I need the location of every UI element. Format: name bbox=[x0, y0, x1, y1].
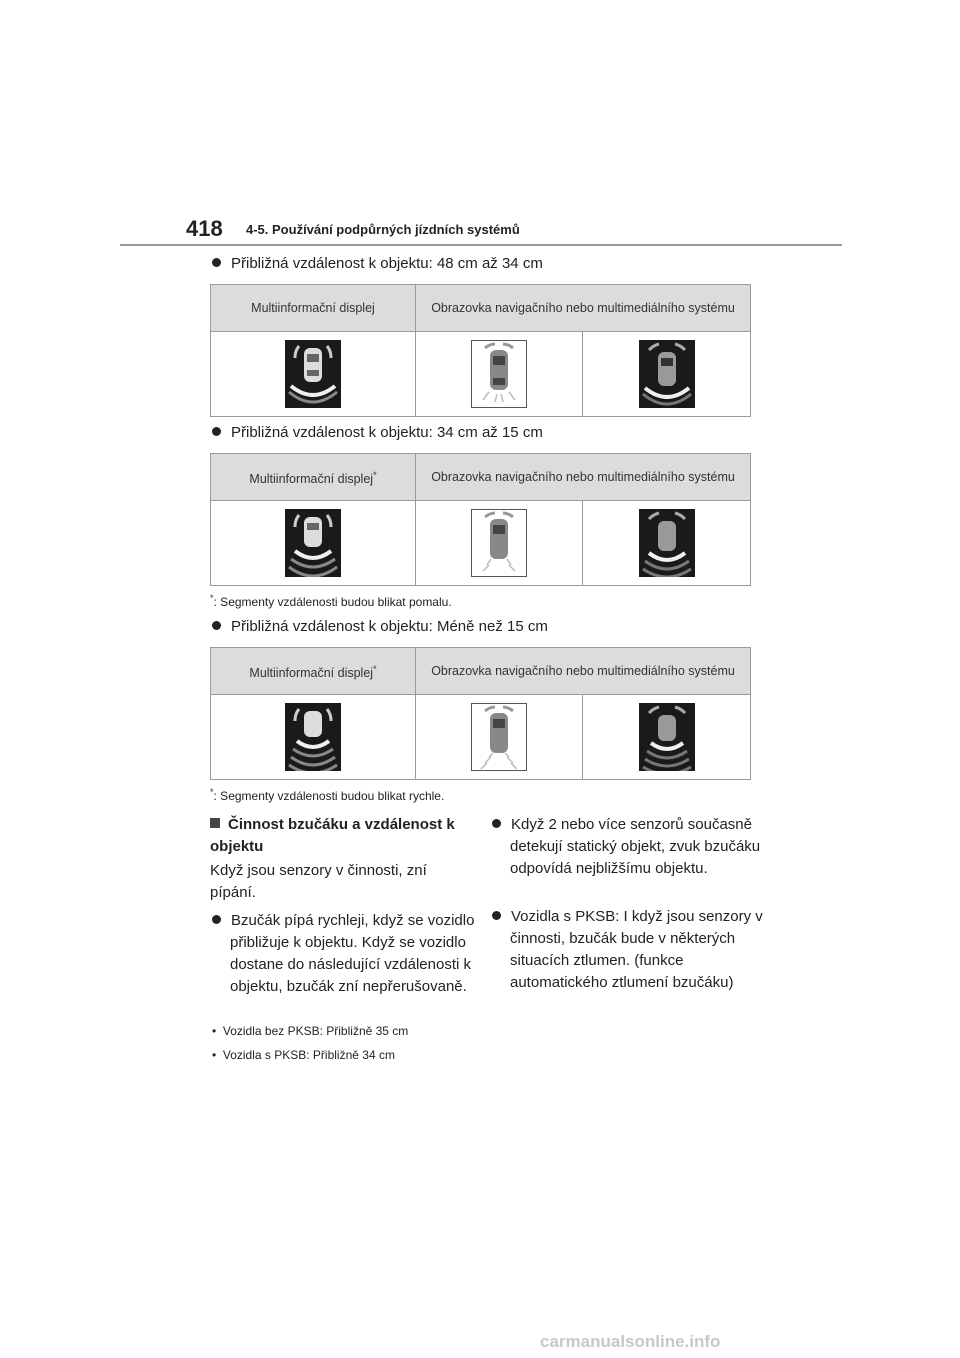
section-heading: Činnost bzučáku a vzdálenost k objektu bbox=[210, 816, 455, 855]
display-table-2 bbox=[210, 453, 751, 586]
footnote-2: *: Segmenty vzdálenosti budou blikat pomalu. bbox=[210, 593, 452, 609]
mid-image-cell bbox=[211, 501, 416, 586]
page-number: 418 bbox=[186, 216, 223, 241]
buzzer-bullet: Bzučák pípá rychleji, když se vozidlo přibližuje k objektu. Když se vozidlo dostane do následující vzdálenosti k objektu, bzučák zní nepřerušovaně. bbox=[212, 910, 488, 998]
table-header-mid: Multiinformační displej* bbox=[211, 454, 416, 501]
table-header-nav: Obrazovka navigačního nebo multimediálního systému bbox=[416, 648, 751, 695]
bullet-dot bbox=[212, 621, 221, 630]
right-bullet-1: Když 2 nebo více senzorů současně detekují statický objekt, zvuk bzučáku odpovídá nejbližšímu objektu. bbox=[492, 814, 772, 880]
table-header-nav: Obrazovka navigačního nebo multimediálního systému bbox=[416, 454, 751, 501]
mid-image-cell bbox=[211, 332, 416, 417]
right-bullet-2: Vozidla s PKSB: I když jsou senzory v činnosti, bzučák bude v některých situacích ztlumen. (funkce automatického ztlumení bzučáku) bbox=[492, 906, 772, 994]
bullet-dot bbox=[212, 258, 221, 267]
nav-car-icon bbox=[471, 509, 527, 577]
watermark: carmanualsonline.info bbox=[540, 1332, 721, 1351]
mid-car-icon bbox=[285, 340, 341, 408]
mid-car-icon bbox=[285, 703, 341, 771]
bullet-dot bbox=[212, 915, 221, 924]
nav-image-cell-left bbox=[416, 695, 583, 780]
nav-car-icon bbox=[471, 340, 527, 408]
distance-bullet-2: Přibližná vzdálenost k objektu: 34 cm až 15 cm bbox=[212, 424, 543, 441]
mid-image-cell bbox=[211, 695, 416, 780]
display-table-3 bbox=[210, 647, 751, 780]
table-header-mid: Multiinformační displej* bbox=[211, 648, 416, 695]
nav-image-cell-right bbox=[583, 501, 751, 586]
bullet-dot bbox=[212, 427, 221, 436]
chapter-title: 4-5. Používání podpůrných jízdních systémů bbox=[246, 222, 520, 237]
nav-car-dark-icon bbox=[639, 340, 695, 408]
nav-image-cell-right bbox=[583, 332, 751, 417]
nav-car-icon bbox=[471, 703, 527, 771]
sub-item-1: • Vozidla bez PKSB: Přibližně 35 cm bbox=[212, 1024, 409, 1038]
bullet-dot bbox=[492, 911, 501, 920]
nav-car-dark-icon bbox=[639, 509, 695, 577]
footnote-3: *: Segmenty vzdálenosti budou blikat rychle. bbox=[210, 787, 445, 803]
intro-text: Když jsou senzory v činnosti, zní pípání. bbox=[210, 862, 427, 901]
table-header-mid: Multiinformační displej bbox=[211, 285, 416, 332]
table-header-nav: Obrazovka navigačního nebo multimediálního systému bbox=[416, 285, 751, 332]
bullet-dot bbox=[492, 819, 501, 828]
header-rule bbox=[120, 244, 842, 246]
nav-car-dark-icon bbox=[639, 703, 695, 771]
distance-bullet-1: Přibližná vzdálenost k objektu: 48 cm až 34 cm bbox=[212, 255, 543, 272]
display-table-1 bbox=[210, 284, 751, 417]
sub-item-2: • Vozidla s PKSB: Přibližně 34 cm bbox=[212, 1048, 395, 1062]
mid-car-icon bbox=[285, 509, 341, 577]
nav-image-cell-right bbox=[583, 695, 751, 780]
heading-square-icon bbox=[210, 818, 220, 828]
distance-bullet-3: Přibližná vzdálenost k objektu: Méně než 15 cm bbox=[212, 618, 548, 635]
nav-image-cell-left bbox=[416, 501, 583, 586]
nav-image-cell-left bbox=[416, 332, 583, 417]
